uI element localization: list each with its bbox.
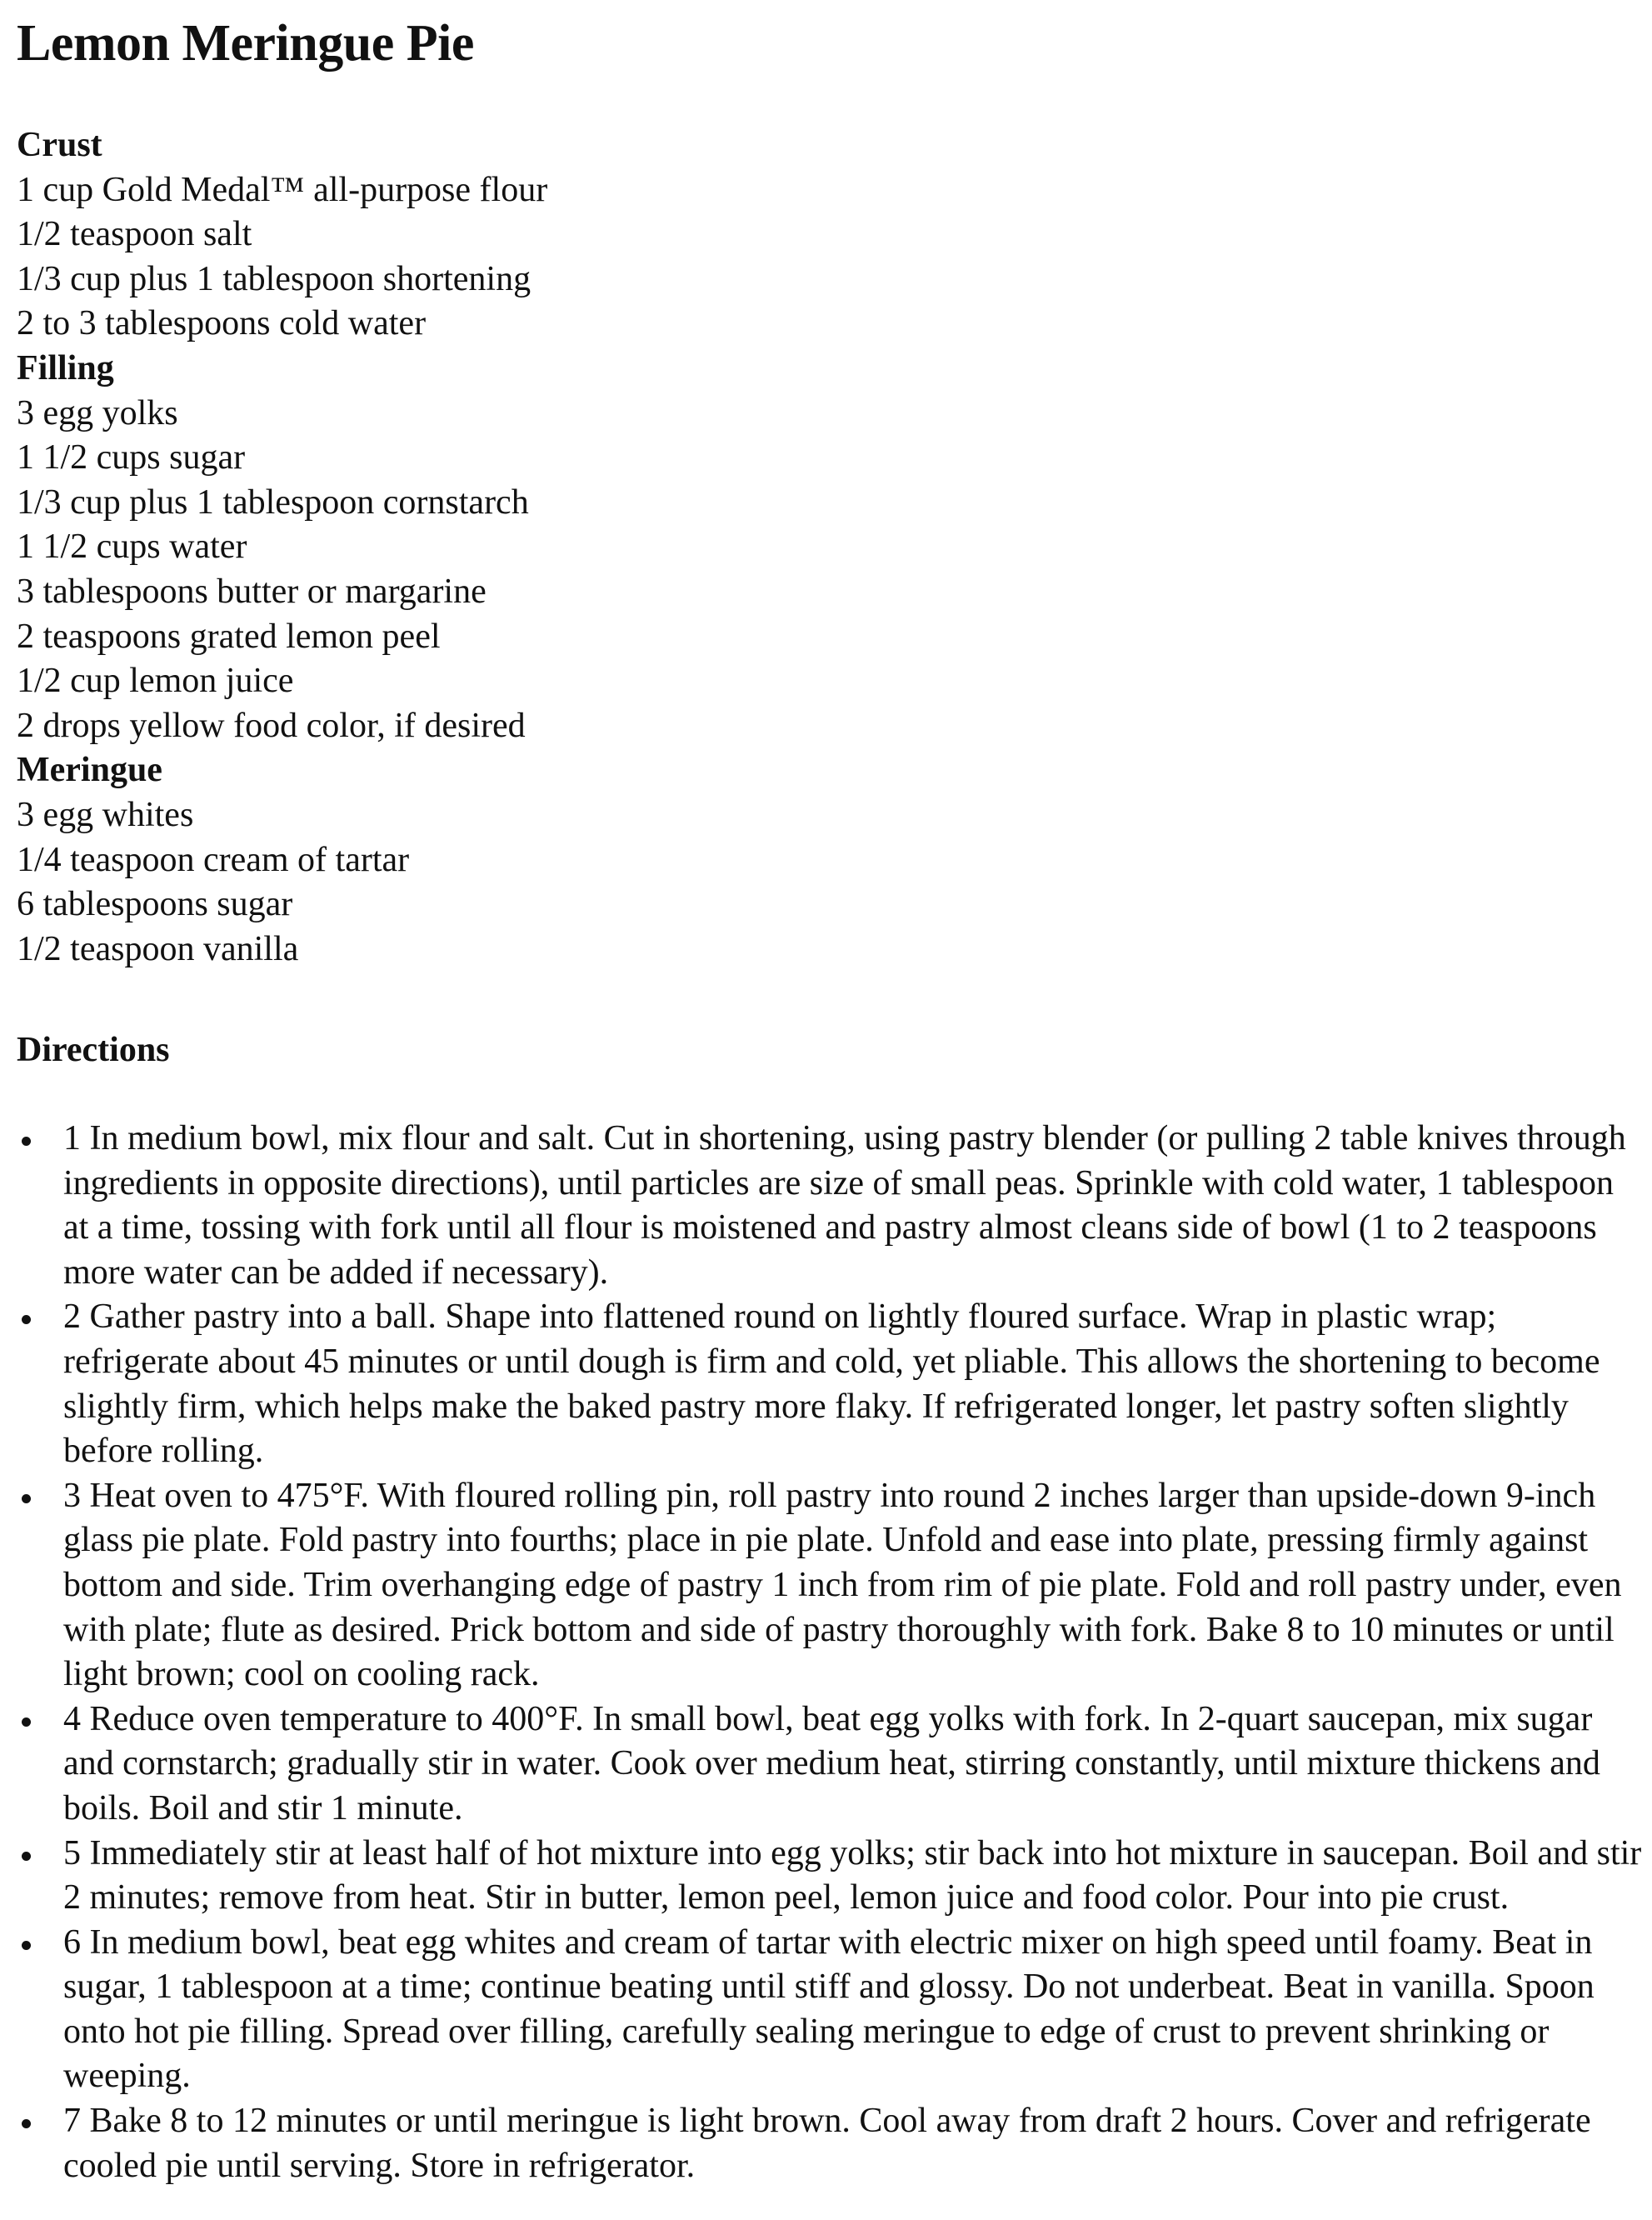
bullet-icon <box>22 1315 31 1324</box>
ingredient-item: 1/4 teaspoon cream of tartar <box>17 840 410 879</box>
direction-step-text: 7 Bake 8 to 12 minutes or until meringue is light brown. Cool away from draft 2 hours. Cover and refrigerate cooled pie until serving. Store in refrigerator. <box>63 2102 1591 2185</box>
direction-step <box>17 2099 1645 2188</box>
ingredient-item: 3 egg whites <box>17 795 194 834</box>
ingredients-list <box>17 123 1016 972</box>
direction-step-text: 3 Heat oven to 475°F. With floured rolling pin, roll pastry into round 2 inches larger than upside-down 9-inch glass pie plate. Fold pastry into fourths; place in pie plate. Unfold and ease into plate, pressing firmly against bottom and side. Trim overhanging edge of pastry 1 inch from rim of pie plate. Fold and roll pastry under, even with plate; flute as desired. Prick bottom and side of pastry thoroughly with fork. Bake 8 to 10 minutes or until light brown; cool on cooling rack. <box>63 1476 1622 1694</box>
ingredient-item: 1 cup Gold Medal™ all-purpose flour <box>17 170 548 209</box>
direction-step <box>17 1698 1645 1832</box>
direction-step-text: 6 In medium bowl, beat egg whites and cream of tartar with electric mixer on high speed until foamy. Beat in sugar, 1 tablespoon at a time; continue beating until stiff and glossy. Do not underbeat. Beat in vanilla. Spoon onto hot pie filling. Spread over filling, carefully sealing meringue to edge of crust to prevent shrinking or weeping. <box>63 1922 1595 2096</box>
section-heading-crust: Crust <box>17 126 102 164</box>
ingredient-item: 1/2 teaspoon vanilla <box>17 929 299 968</box>
ingredient-item: 1/2 cup lemon juice <box>17 662 294 701</box>
direction-step-text: 2 Gather pastry into a ball. Shape into flattened round on lightly floured surface. Wrap in plastic wrap; refrigerate about 45 minutes or until dough is firm and cold, yet pliable. This allows the shortening to become slightly firm, which helps make the baked pastry more flaky. If refrigerated longer, let pastry soften slightly before rolling. <box>63 1298 1600 1471</box>
direction-step <box>17 1832 1645 1921</box>
bullet-icon <box>22 1494 31 1503</box>
direction-step-text: 1 In medium bowl, mix flour and salt. Cut in shortening, using pastry blender (or pulling 2 table knives through ingredients in opposite directions), until particles are size of small peas. Sprinkle with cold water, 1 tablespoon at a time, tossing with fork until all flour is moistened and pastry almost cleans side of bowl (1 to 2 teaspoons more water can be added if necessary). <box>63 1119 1626 1292</box>
direction-step <box>17 1921 1645 2099</box>
ingredient-item: 1/3 cup plus 1 tablespoon shortening <box>17 259 532 298</box>
ingredient-item: 3 tablespoons butter or margarine <box>17 572 487 611</box>
bullet-icon <box>22 1718 31 1727</box>
ingredient-item: 2 drops yellow food color, if desired <box>17 706 526 745</box>
ingredient-item: 6 tablespoons sugar <box>17 885 293 924</box>
direction-step <box>17 1117 1645 1295</box>
ingredient-item: 2 to 3 tablespoons cold water <box>17 304 427 343</box>
directions-heading: Directions <box>17 1031 170 1069</box>
section-heading-filling: Filling <box>17 348 114 388</box>
ingredient-item: 1/2 teaspoon salt <box>17 215 252 254</box>
ingredient-item: 2 teaspoons grated lemon peel <box>17 617 441 656</box>
ingredient-item: 3 egg yolks <box>17 393 178 432</box>
direction-step <box>17 1474 1645 1698</box>
bullet-icon <box>22 1852 31 1861</box>
directions-list <box>17 1117 1645 2188</box>
ingredient-item: 1/3 cup plus 1 tablespoon cornstarch <box>17 482 529 522</box>
section-heading-meringue: Meringue <box>17 751 162 790</box>
direction-step-text: 5 Immediately stir at least half of hot mixture into egg yolks; stir back into hot mixture in saucepan. Boil and stir 2 minutes; remove from heat. Stir in butter, lemon peel, lemon juice and food color. Pour into pie crust. <box>63 1833 1642 1918</box>
direction-step-text: 4 Reduce oven temperature to 400°F. In small bowl, beat egg yolks with fork. In 2-quart saucepan, mix sugar and cornstarch; gradually stir in water. Cook over medium heat, stirring constantly, until mixture thickens and boils. Boil and stir 1 minute. <box>63 1699 1600 1828</box>
bullet-icon <box>22 2119 31 2128</box>
ingredient-item: 1 1/2 cups water <box>17 528 247 567</box>
bullet-icon <box>22 1941 31 1950</box>
recipe-title: Lemon Meringue Pie <box>17 15 474 72</box>
ingredient-item: 1 1/2 cups sugar <box>17 438 246 478</box>
direction-step <box>17 1295 1645 1473</box>
bullet-icon <box>22 1137 31 1146</box>
